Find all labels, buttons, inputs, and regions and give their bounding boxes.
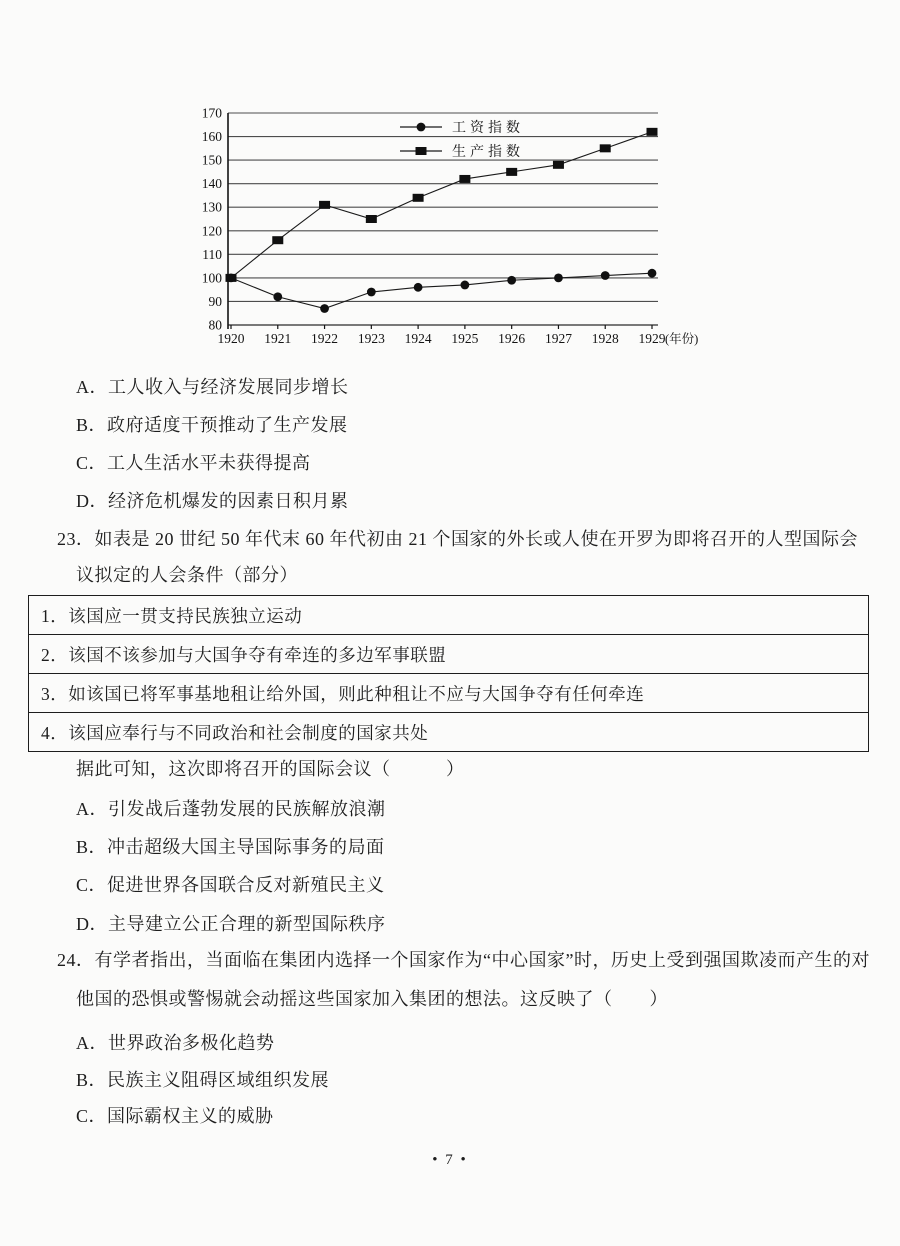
svg-text:生产指数: 生产指数 <box>452 145 524 160</box>
svg-text:工资指数: 工资指数 <box>452 121 524 136</box>
q24-option-c: C．国际霸权主义的威胁 <box>76 1106 274 1126</box>
q24-stem-line2: 他国的恐惧或警惕就会动摇这些国家加入集团的想法。这反映了（ ） <box>76 989 668 1009</box>
svg-text:140: 140 <box>201 176 222 192</box>
svg-text:150: 150 <box>201 152 222 168</box>
q23-option-d: D．主导建立公正合理的新型国际秩序 <box>76 914 386 934</box>
svg-text:1921: 1921 <box>264 331 292 346</box>
svg-text:1920: 1920 <box>217 331 245 346</box>
q23-conditions-table <box>28 595 869 752</box>
q23-stem-line1: 23．如表是 20 丗纪 50 年代末 60 年代初由 21 个国家的外长或人使在开罗为即将召开的人型国际会 <box>57 529 858 549</box>
svg-text:1923: 1923 <box>357 331 385 346</box>
svg-text:1925: 1925 <box>451 331 479 346</box>
q23-lead-in: 据此可知，这次即将召开的国际会议（ ） <box>76 759 465 779</box>
table-row-2: 2．该国不该参加与大国争夺有牵连的多边军事联盟 <box>29 635 868 674</box>
q23-stem-line2: 议拟定的人会条件（部分） <box>76 565 298 585</box>
table-row-4: 4．该国应奉行与不同政治和社会制度的国家共处 <box>41 722 429 743</box>
q22-option-d: D．经济危机爆发的因素日积月累 <box>76 491 349 511</box>
q22-option-c: C．工人生活水平未获得提高 <box>76 453 311 473</box>
q22-option-b: B．政府适度干预推动了生产发展 <box>76 415 348 435</box>
q24-option-a: A．世界政治多极化趋势 <box>76 1033 275 1053</box>
svg-text:1927: 1927 <box>544 331 572 346</box>
svg-text:1924: 1924 <box>404 331 432 346</box>
svg-text:1922: 1922 <box>311 331 339 346</box>
svg-text:110: 110 <box>202 246 222 262</box>
q22-option-a: A．工人收入与经济发展同步增长 <box>76 377 349 397</box>
svg-text:100: 100 <box>201 270 222 286</box>
q23-option-a: A．引发战后蓬勃发展的民族解放浪潮 <box>76 799 386 819</box>
page-number: • 7 • <box>432 1152 468 1168</box>
svg-text:120: 120 <box>201 223 222 239</box>
table-row-3: 3．如该国已将军事基地租让给外国，则此种租让不应与大国争夺有任何牵连 <box>29 674 868 713</box>
wage-production-chart <box>190 100 710 362</box>
svg-text:90: 90 <box>208 293 222 309</box>
svg-text:1928: 1928 <box>591 331 619 346</box>
svg-text:170: 170 <box>201 105 222 121</box>
q23-option-b: B．冲击超级大国主导国际事务的局面 <box>76 837 385 857</box>
svg-text:80: 80 <box>208 317 222 333</box>
svg-text:160: 160 <box>201 129 222 145</box>
svg-text:1926: 1926 <box>498 331 526 346</box>
svg-text:(年份): (年份) <box>665 332 699 346</box>
svg-text:130: 130 <box>201 199 222 215</box>
q23-option-c: C．促进世界各国联合反对新殖民主义 <box>76 875 385 895</box>
q24-stem-line1: 24．有学者指出，当面临在集团内选择一个国家作为“中心国家”时，历史上受到强国欺凌而产生的对 <box>57 950 870 970</box>
q24-option-b: B．民族主义阻碍区域组织发展 <box>76 1070 330 1090</box>
table-row-1: 1．该国应一贯支持民族独立运动 <box>29 596 868 635</box>
chart-canvas <box>190 100 710 362</box>
svg-text:1929: 1929 <box>638 331 666 346</box>
